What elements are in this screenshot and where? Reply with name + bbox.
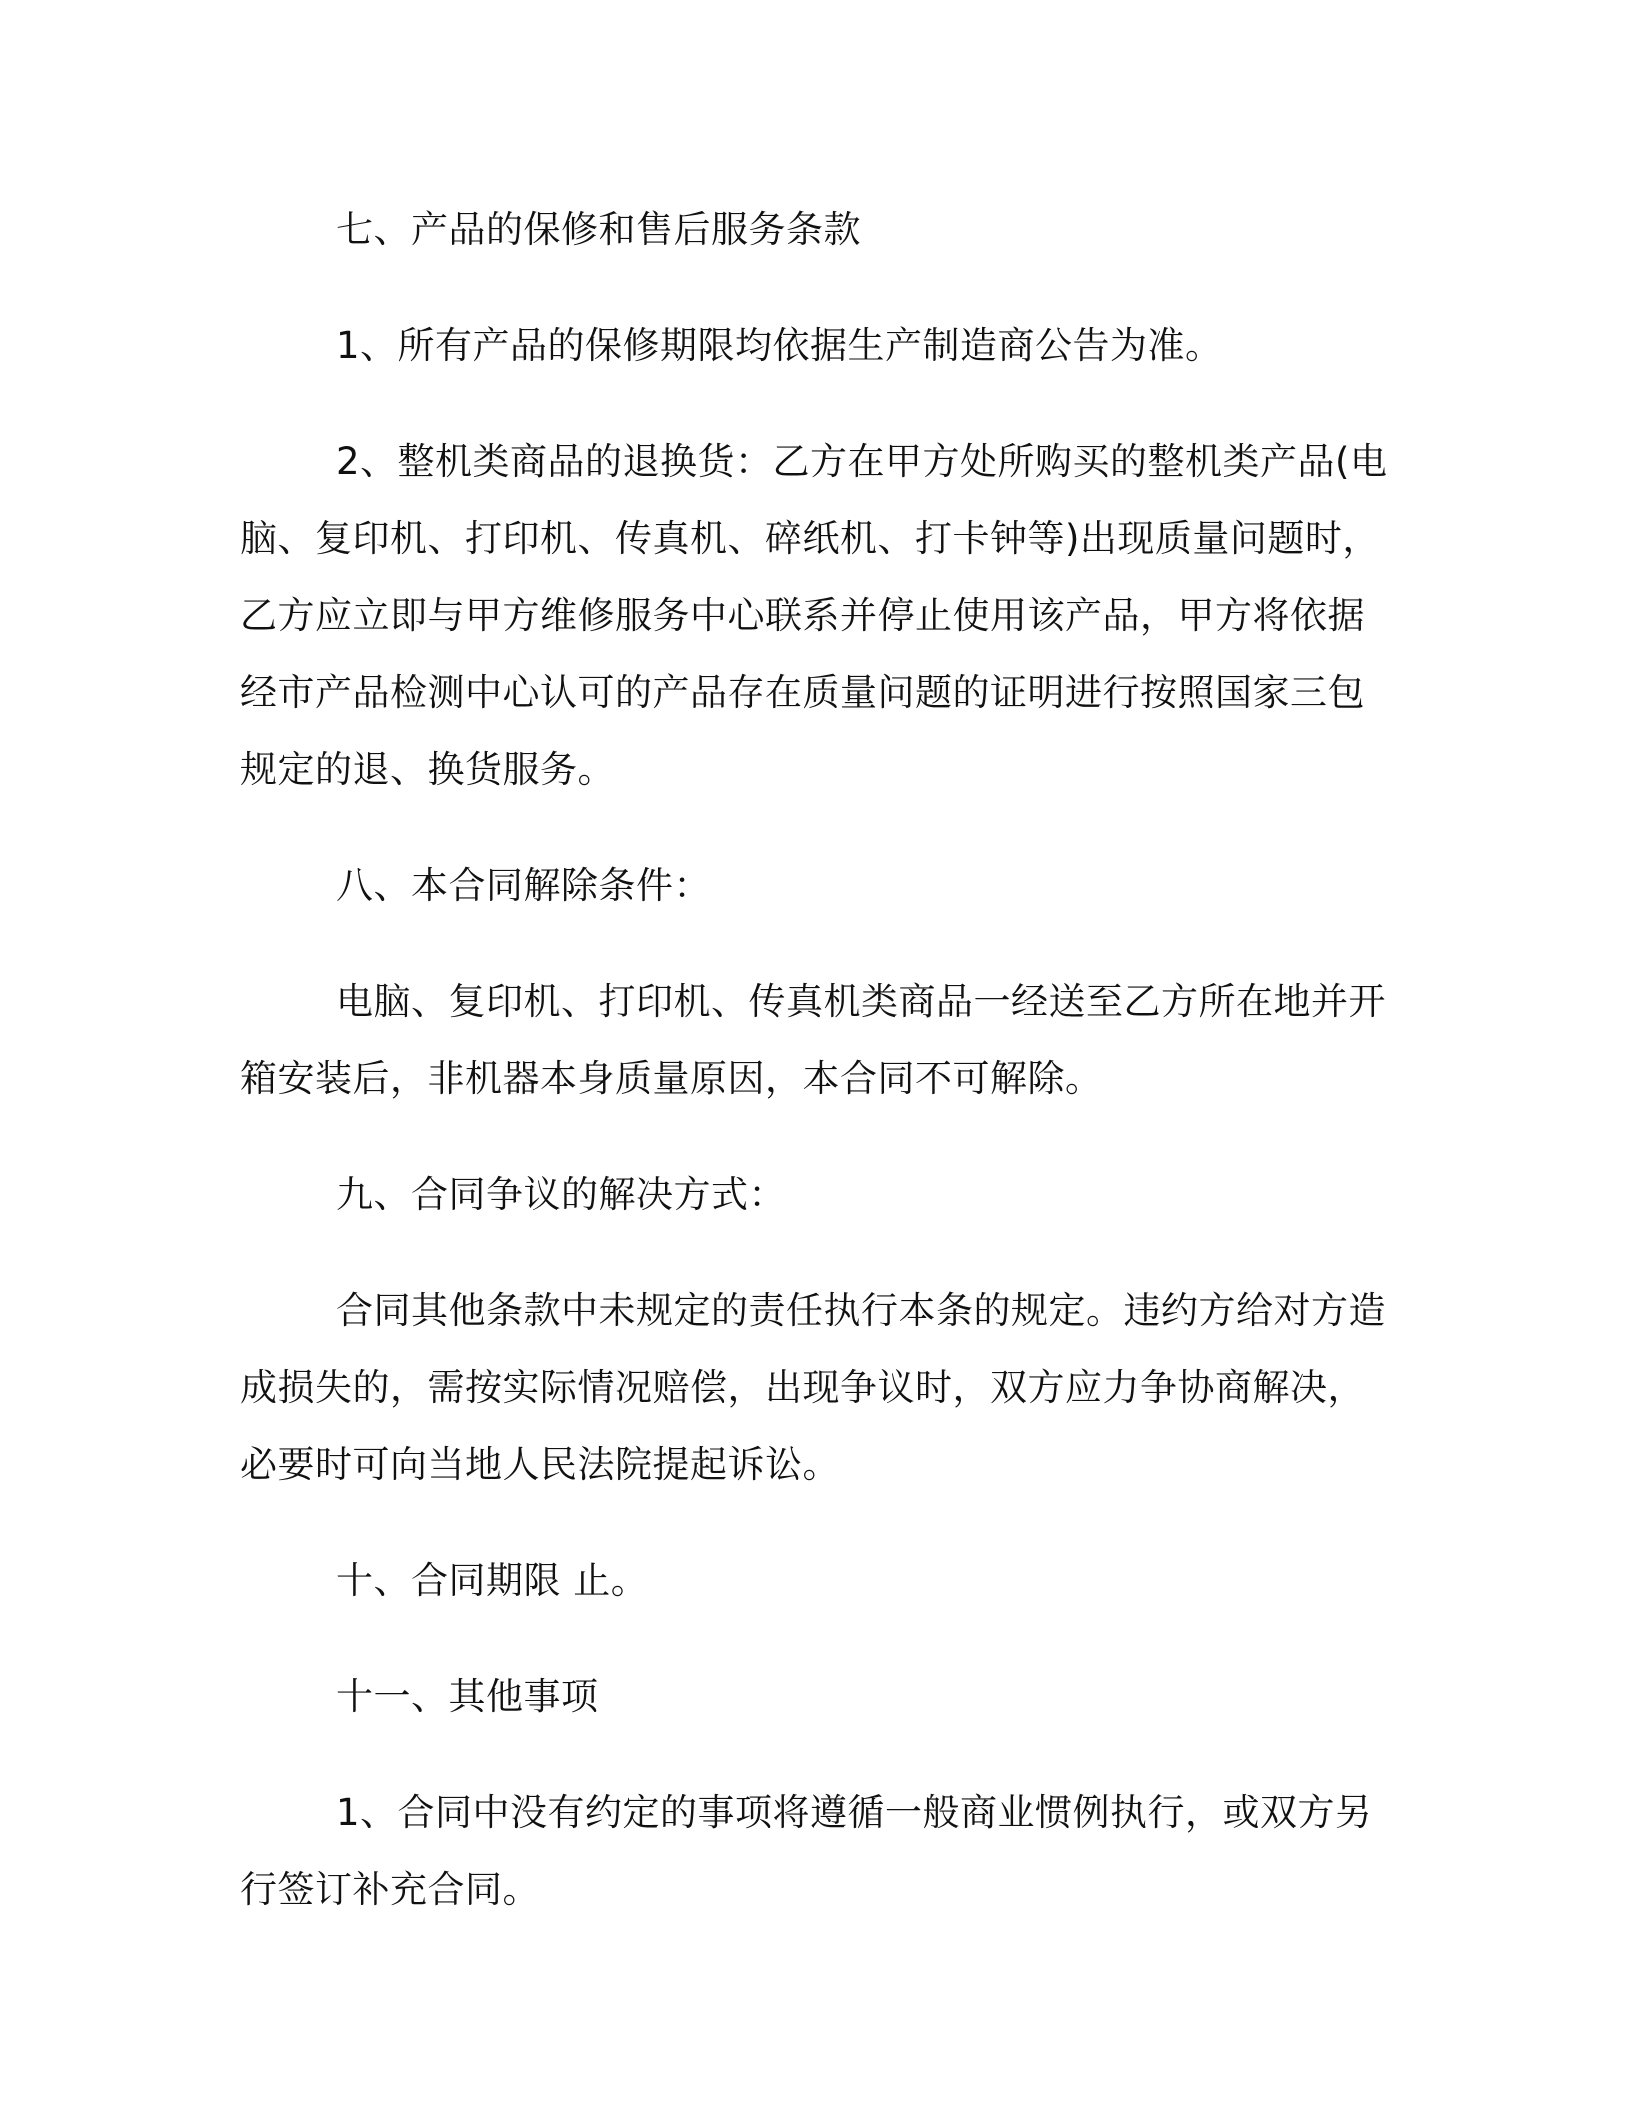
document-body <box>240 191 1390 1928</box>
section-heading-term: 十、合同期限 止。 <box>336 1559 649 1602</box>
dispute-clause: 合同其他条款中未规定的责任执行本条的规定。违约方给对方造成损失的，需按实际情况赔偿，出现争议时，双方应力争协商解决，必要时可向当地人民法院提起诉讼。 <box>240 1289 1386 1486</box>
warranty-clause-2: 2、整机类商品的退换货：乙方在甲方处所购买的整机类产品(电脑、复印机、打印机、传真机、碎纸机、打卡钟等)出现质量问题时，乙方应立即与甲方维修服务中心联系并停止使用该产品，甲方将依据经市产品检测中心认可的产品存在质量问题的证明进行按照国家三包规定的退、换货服务。 <box>240 440 1388 791</box>
warranty-clause-1: 1、所有产品的保修期限均依据生产制造商公告为准。 <box>336 324 1223 367</box>
termination-clause: 电脑、复印机、打印机、传真机类商品一经送至乙方所在地并开箱安装后，非机器本身质量原因，本合同不可解除。 <box>240 980 1386 1100</box>
section-heading-termination: 八、本合同解除条件： <box>336 864 711 907</box>
section-heading-warranty: 七、产品的保修和售后服务条款 <box>336 208 861 251</box>
other-clause-1: 1、合同中没有约定的事项将遵循一般商业惯例执行，或双方另行签订补充合同。 <box>240 1791 1373 1911</box>
section-heading-dispute: 九、合同争议的解决方式： <box>336 1173 786 1216</box>
section-heading-other: 十一、其他事项 <box>336 1675 599 1718</box>
